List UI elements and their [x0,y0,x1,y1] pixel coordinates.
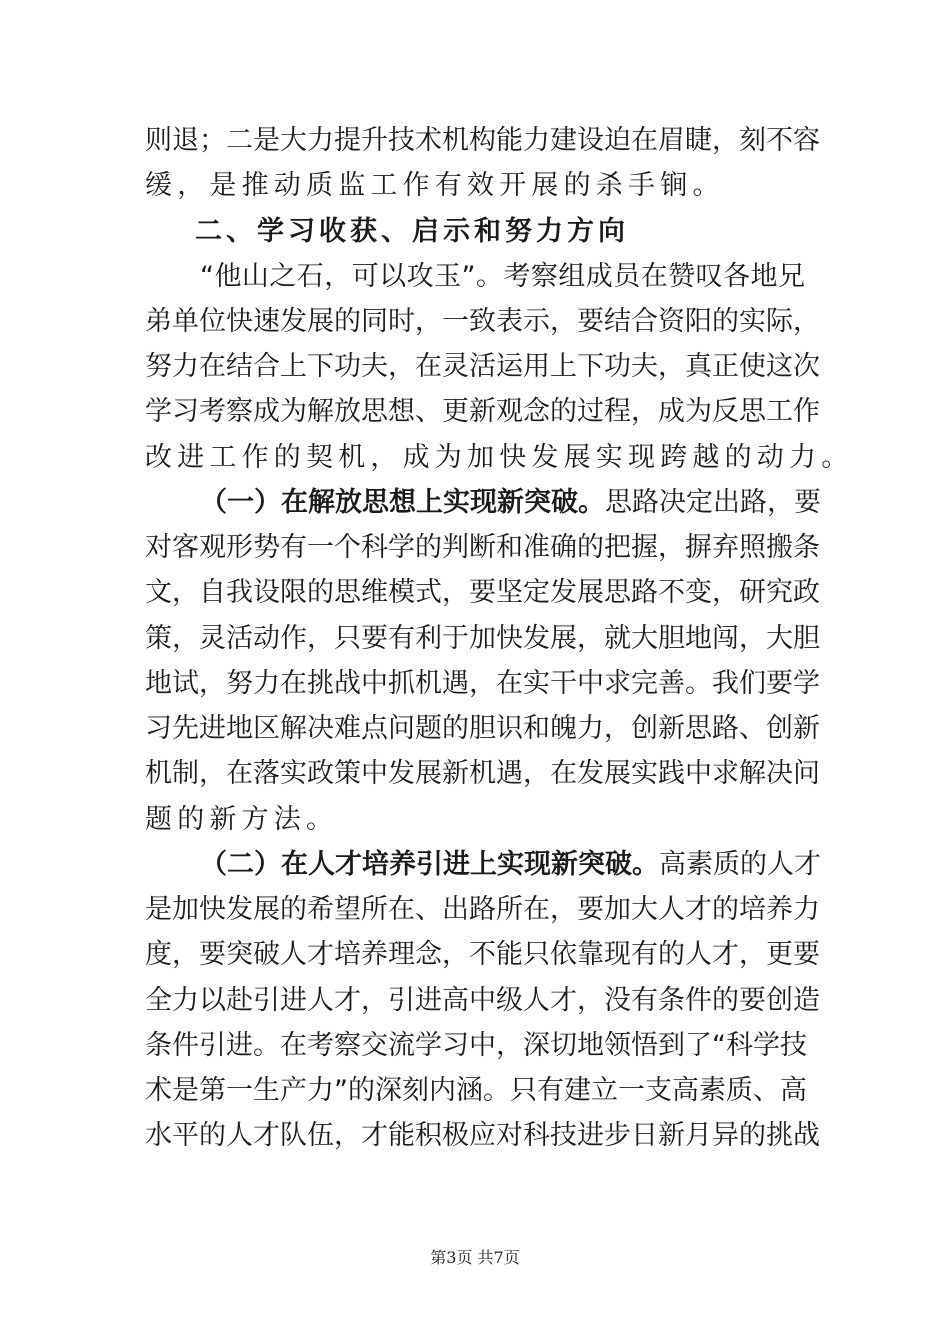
subsection-line [200,849,821,880]
body-line: 则退；二是大力提升技术机构能力建设迫在眉睫，刻不容 [145,125,820,156]
body-line: 水平的人才队伍，才能积极应对科技进步日新月异的挑战 [145,1120,820,1151]
body-line: “他山之石，可以攻玉”。考察组成员在赞叹各地兄 [200,261,805,292]
body-line: 度，要突破人才培养理念，不能只依靠现有的人才，更要 [145,939,820,970]
subsection-heading: （一）在解放思想上实现新突破。 [200,487,605,518]
body-line: 改进工作的契机，成为加快发展实现跨越的动力。 [145,442,854,473]
body-text: 高素质的人才 [659,849,821,880]
subsection-heading: （二）在人才培养引进上实现新突破。 [200,849,659,880]
body-line: 地试，努力在挑战中抓机遇，在实干中求完善。我们要学 [145,668,820,699]
body-line: 条件引进。在考察交流学习中，深切地领悟到了“科学技 [145,1030,807,1061]
body-line: 全力以赴引进人才，引进高中级人才，没有条件的要创造 [145,985,820,1016]
section-heading: 二、学习收获、启示和努力方向 [195,216,629,247]
body-line: 习先进地区解决难点问题的胆识和魄力，创新思路、创新 [145,713,820,744]
body-line: 缓，是推动质监工作有效开展的杀手锏。 [145,170,725,201]
body-line: 是加快发展的希望所在、出路所在，要加大人才的培养力 [145,894,820,925]
body-line: 机制，在落实政策中发展新机遇，在发展实践中求解决问 [145,758,820,789]
body-line: 对客观形势有一个科学的判断和准确的把握，摒弃照搬条 [145,532,820,563]
body-line: 策，灵活动作，只要有利于加快发展，就大胆地闯，大胆 [145,623,820,654]
body-line: 文，自我设限的思维模式，要坚定发展思路不变，研究政 [145,577,820,608]
body-line: 术是第一生产力”的深刻内涵。只有建立一支高素质、高 [145,1075,807,1106]
body-line: 题的新方法。 [145,804,339,835]
subsection-line [200,487,821,518]
page-footer: 第3页 共7页 [430,1248,520,1267]
body-line: 努力在结合上下功夫，在灵活运用上下功夫，真正使这次 [145,351,820,382]
body-text: 思路决定出路，要 [605,487,821,518]
body-line: 弟单位快速发展的同时，一致表示，要结合资阳的实际， [145,306,820,337]
body-line: 学习考察成为解放思想、更新观念的过程，成为反思工作 [145,396,820,427]
